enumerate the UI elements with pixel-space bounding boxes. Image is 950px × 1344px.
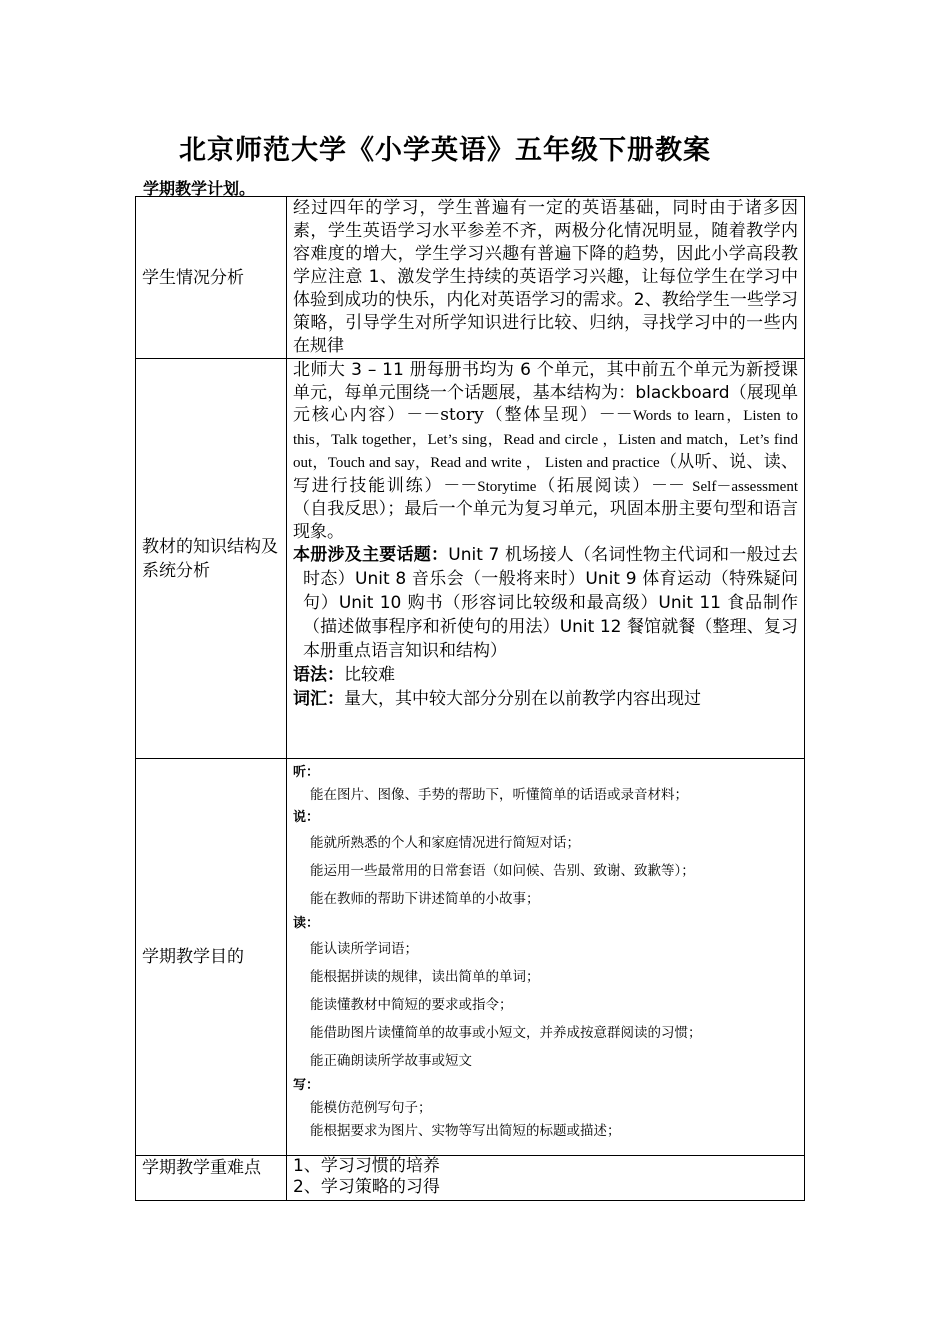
row-content-materials — [287, 359, 805, 759]
table-row — [136, 759, 805, 1156]
text-span: （自我反思）；最后一个单元为复习单元，巩固本册主要句型和语言现象。 — [293, 499, 798, 542]
goals-read-heading: 读： — [293, 916, 320, 931]
goal-item: 能根据要求为图片、实物等写出简短的标题或描述； — [310, 1123, 621, 1139]
goal-item: 能在教师的帮助下讲述简单的小故事； — [310, 891, 540, 907]
goal-item: 能认读所学词语； — [310, 941, 418, 957]
materials-structure-text — [293, 359, 798, 543]
row-label-materials: 教材的知识结构及系统分析 — [136, 359, 287, 759]
row-label-goals: 学期教学目的 — [136, 759, 287, 1156]
students-text: 经过四年的学习，学生普遍有一定的英语基础，同时由于诸多因素，学生英语学习水平参差不齐，两极分化情况明显，随着教学内容难度的增大，学生学习兴趣有普遍下降的趋势，因此小学高段教学应注意 1、激发学生持续的英语学习兴趣，让每位学生在学习中体验到成功的快乐，内化对英语学习的需求。2、教给学生一些学习策略，引导学生对所学知识进行比较、归纳，寻找学习中的一些内在规律 — [293, 198, 798, 356]
row-label-focus: 学期教学重难点 — [136, 1156, 287, 1201]
text-span: Words to learn，Listen to this，Talk together，Let’s sing，Read and circle ，Listen and match，Let’s find out，Touch and say，Read and write ， Listen and practice — [293, 408, 798, 471]
goal-item: 能在图片、图像、手势的帮助下，听懂简单的话语或录音材料； — [310, 787, 688, 803]
goals-write-heading: 写： — [293, 1078, 320, 1093]
materials-grammar — [293, 663, 798, 687]
text-span: （拓展阅读）－－ — [536, 475, 693, 496]
focus-item: 2、学习策略的习得 — [293, 1177, 440, 1197]
section-subtitle: 学期教学计划。 — [143, 179, 256, 198]
text-span: Self－assessment — [692, 478, 798, 495]
goals-listen-heading: 听： — [293, 765, 320, 780]
goal-item: 能运用一些最常用的日常套语（如问候、告别、致谢、致歉等）； — [310, 863, 695, 879]
vocab-label: 词汇： — [293, 689, 344, 709]
text-span: story — [440, 405, 484, 425]
row-content-students — [287, 197, 805, 359]
table-row — [136, 197, 805, 359]
text-span: Storytime — [477, 478, 537, 495]
row-content-goals — [287, 759, 805, 1156]
vocab-text: 量大，其中较大部分分别在以前教学内容出现过 — [344, 689, 701, 709]
text-span: （从听、说、读、写进行技能训练）－－ — [293, 452, 798, 496]
goal-item: 能根据拼读的规律，读出简单的单词； — [310, 969, 540, 985]
plan-table — [135, 196, 805, 1201]
grammar-text: 比较难 — [344, 665, 395, 685]
goals-speak-heading: 说： — [293, 810, 320, 825]
goal-item: 能借助图片读懂简单的故事或小短文，并养成按意群阅读的习惯； — [310, 1025, 702, 1041]
table-row — [136, 1156, 805, 1201]
text-span: （整体呈现）－－ — [483, 405, 633, 425]
goal-item: 能读懂教材中简短的要求或指令； — [310, 997, 513, 1013]
materials-vocab — [293, 687, 798, 711]
goal-item: 能正确朗读所学故事或短文 — [310, 1053, 472, 1069]
topics-label: 本册涉及主要话题： — [293, 545, 449, 565]
grammar-label: 语法： — [293, 665, 344, 685]
table-row — [136, 359, 805, 759]
document-title: 北京师范大学《小学英语》五年级下册教案 — [179, 135, 711, 166]
topics-text: Unit 7 机场接人（名词性物主代词和一般过去时态）Unit 8 音乐会（一般将来时）Unit 9 体育运动（特殊疑问句）Unit 10 购书（形容词比较级和最高级）Unit 11 食品制作（描述做事程序和祈使句的用法）Unit 12 餐馆就餐（整理、复习本册重点语言知识和结构） — [303, 545, 799, 661]
goal-item: 能就所熟悉的个人和家庭情况进行简短对话； — [310, 835, 580, 851]
row-content-focus — [287, 1156, 805, 1201]
row-label-students: 学生情况分析 — [136, 197, 287, 359]
focus-item: 1、学习习惯的培养 — [293, 1156, 440, 1176]
text-span: 北师大 3 – 11 册每册书均为 6 个单元，其中前五个单元为新授课单元，每单元围绕一个话题展，基本结构为：blackboard（展现单元核心内容）－－ — [293, 360, 798, 425]
materials-topics — [293, 543, 798, 663]
goal-item: 能模仿范例写句子； — [310, 1100, 432, 1116]
